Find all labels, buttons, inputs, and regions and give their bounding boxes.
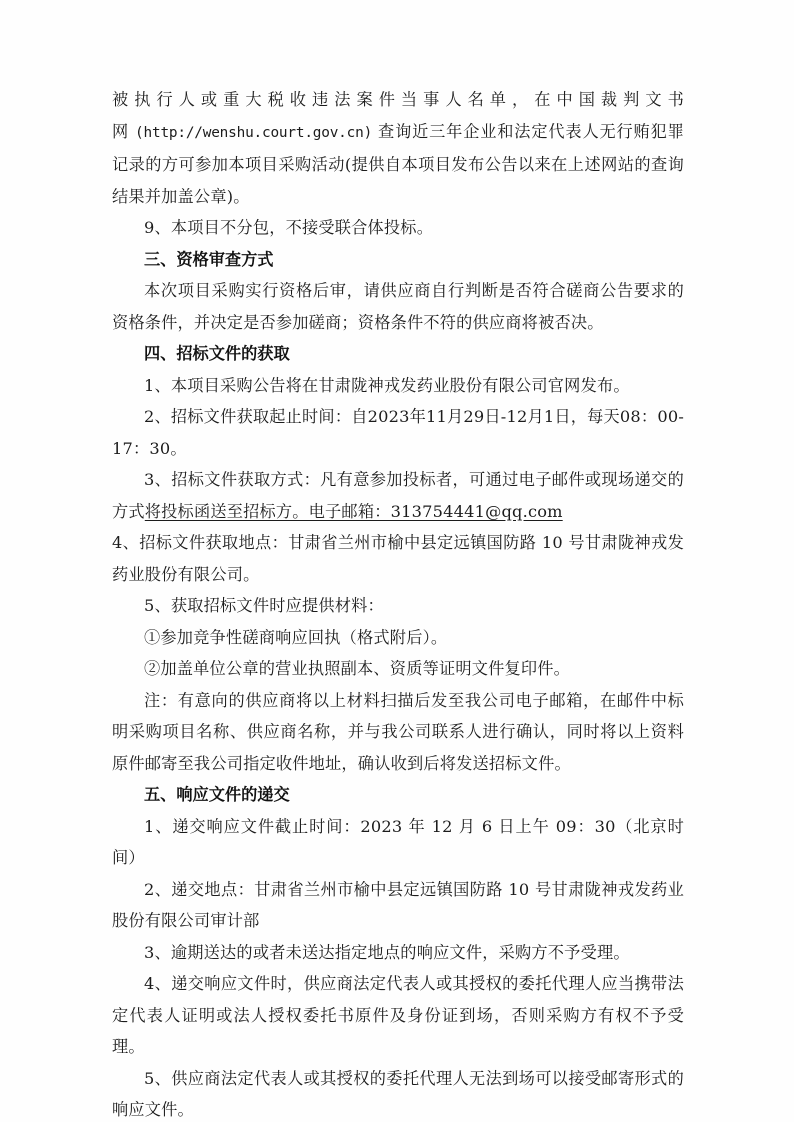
paragraph-item-4-1: 1、本项目采购公告将在甘肃陇神戎发药业股份有限公司官网发布。 <box>144 375 630 395</box>
paragraph-item-5-4: 4、递交响应文件时，供应商法定代表人或其授权的委托代理人应当携带法定代表人证明或法人授权委托书原件及身份证到场，否则采购方有权不予受理。 <box>112 974 684 1056</box>
court-website-url: (http://wenshu.court.gov.cn) <box>135 124 373 141</box>
paragraph-item-4-5: 5、获取招标文件时应提供材料： <box>144 596 384 615</box>
paragraph-item-4-2: 2、招标文件获取起止时间：自2023年11月29日-12月1日，每天08：00-17：30。 <box>112 407 684 458</box>
paragraph-item-5-2: 2、递交地点：甘肃省兰州市榆中县定远镇国防路 10 号甘肃陇神戎发药业股份有限公司审计部 <box>112 879 684 930</box>
document-body <box>112 84 684 1126</box>
paragraph-material-2: ②加盖单位公章的营业执照副本、资质等证明文件复印件。 <box>144 659 571 678</box>
paragraph-note: 注：有意向的供应商将以上材料扫描后发至我公司电子邮箱，在邮件中标明采购项目名称、供应商名称，并与我公司联系人进行确认，同时将以上资料原件邮寄至我公司指定收件地址，确认收到后将发送招标文件。 <box>112 690 684 773</box>
paragraph-item-4-3-text: 3、招标文件获取方式：凡有意参加投标者，可通过电子邮件或现场递交的方式 <box>112 470 684 521</box>
heading-section-three: 三、资格审查方式 <box>144 249 274 269</box>
heading-section-four: 四、招标文件的获取 <box>144 344 290 363</box>
paragraph-intro-text-before: 被 执 行 人 或 重 大 税 收 违 法 案 件 当 事 人 名 单 ， 在 中 国 裁 判 文 书 网 <box>112 90 684 141</box>
paragraph-intro <box>112 84 684 212</box>
paragraph-item-4-3 <box>112 464 684 527</box>
paragraph-item-5-1: 1、递交响应文件截止时间：2023 年 12 月 6 日上午 09：30（北京时间） <box>112 816 684 867</box>
paragraph-qualification-review: 本次项目采购实行资格后审，请供应商自行判断是否符合磋商公告要求的资格条件，并决定是否参加磋商；资格条件不符的供应商将被否决。 <box>112 281 684 332</box>
paragraph-item-9: 9、本项目不分包，不接受联合体投标。 <box>144 218 434 237</box>
heading-section-five: 五、响应文件的递交 <box>144 785 290 804</box>
paragraph-item-5-5: 5、供应商法定代表人或其授权的委托代理人无法到场可以接受邮寄形式的响应文件。 <box>112 1068 684 1119</box>
email-contact-link[interactable]: 将投标函送至招标方。电子邮箱：313754441@qq.com <box>144 501 563 521</box>
paragraph-item-4-4: 4、招标文件获取地点：甘肃省兰州市榆中县定远镇国防路 10 号甘肃陇神戎发药业股份有限公司。 <box>112 533 684 584</box>
paragraph-intro-text-after: 查询近三年企业和法定代表人无行贿犯罪记录的方可参加本项目采购活动(提供自本项目发布公告以来在上述网站的查询结果并加盖公章)。 <box>112 121 684 206</box>
paragraph-material-1: ①参加竞争性磋商响应回执（格式附后）。 <box>144 627 448 647</box>
paragraph-item-5-3: 3、逾期送达的或者未送达指定地点的响应文件，采购方不予受理。 <box>144 942 630 962</box>
